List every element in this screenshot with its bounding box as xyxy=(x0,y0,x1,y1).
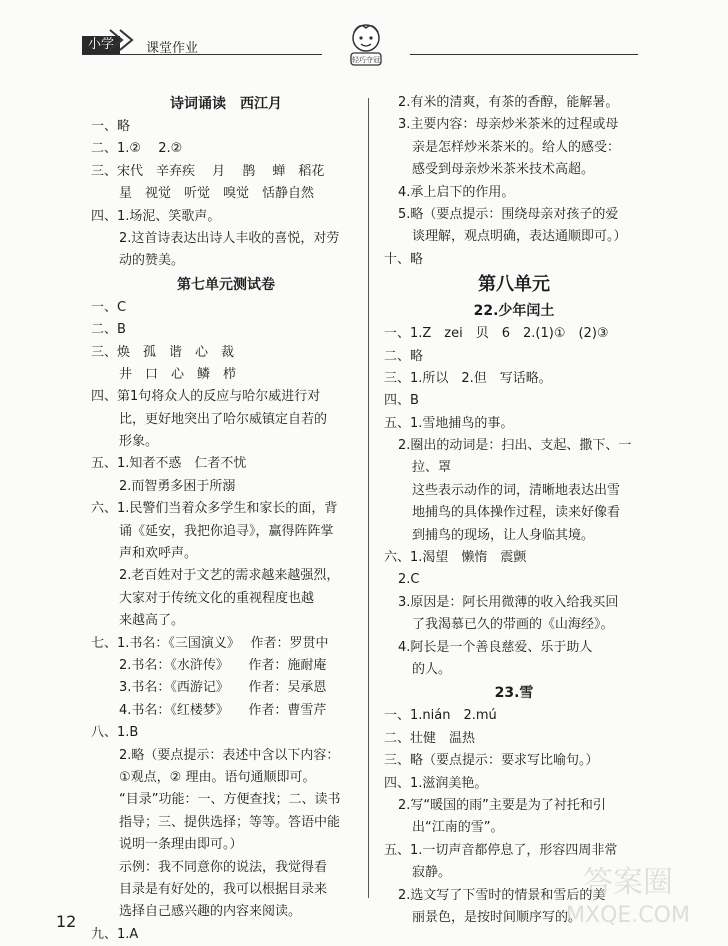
answer-line: 五、1.知者不惑 仁者不忧 xyxy=(91,456,247,472)
answer-line: 2.老百姓对于文艺的需求越来越强烈， xyxy=(119,568,340,584)
answer-line: 一、略 xyxy=(91,119,131,134)
answer-line: 出“江南的雪”。 xyxy=(412,820,504,836)
answer-line: 指导；三、提供选择；等等。答语中能 xyxy=(119,814,341,830)
answer-line: 丽景色，是按时间顺序写的。 xyxy=(412,909,582,925)
answer-line: 选择自己感兴趣的内容来阅读。 xyxy=(119,904,302,920)
answer-line: 七、1.书名：《三国演义》 作者：罗贯中 xyxy=(91,635,329,651)
mascot-icon xyxy=(342,20,390,68)
answer-line: 二、壮健 温热 xyxy=(384,730,476,746)
answer-line: 形象。 xyxy=(119,434,159,450)
answer-line: 4.书名：《红楼梦》 作者：曹雪芹 xyxy=(119,702,327,718)
mascot-badge: 轻巧夺冠 xyxy=(352,56,380,64)
answer-line: 2.圈出的动词是：扫出、支起、撒下、一 xyxy=(398,438,632,454)
answer-line: 井 口 心 鳞 栉 xyxy=(119,366,237,382)
answer-line: 地捕鸟的具体操作过程，读来好像看 xyxy=(412,505,621,521)
left-column xyxy=(91,92,361,946)
answer-line: 二、1.② 2.② xyxy=(91,141,183,157)
answer-line: 诵《延安，我把你追寻》，赢得阵阵掌 xyxy=(119,523,334,539)
right-column xyxy=(384,92,644,929)
series-title: 课堂作业 xyxy=(146,41,199,56)
answer-line: 2.略（要点提示：表述中含以下内容： xyxy=(119,747,340,763)
answer-line: 亲是怎样炒米茶米的。给人的感受： xyxy=(412,139,621,155)
answer-line: 的人。 xyxy=(412,661,452,677)
watermark-top: 答案圈 xyxy=(583,865,673,900)
section-heading: 诗词诵读 西江月 xyxy=(170,96,282,112)
header-rule-left xyxy=(82,54,322,55)
answer-line: 一、1.nián 2.mú xyxy=(384,708,497,724)
answer-line: 四、B xyxy=(384,393,419,409)
watermark-logo xyxy=(538,862,718,928)
answer-line: 5.略（要点提示：围绕母亲对孩子的爱 xyxy=(398,206,619,222)
answer-line: 一、C xyxy=(91,299,127,315)
answer-line: 六、1.民警们当着众多学生和家长的面，背 xyxy=(91,501,338,517)
answer-line: 星 视觉 听觉 嗅觉 恬静自然 xyxy=(119,186,315,202)
answer-line: 2.而智勇多困于所溺 xyxy=(119,478,236,494)
answer-line: 一、1.Z zei 贝 6 2.(1)① (2)③ xyxy=(384,326,609,342)
answer-line: 五、1.雪地捕鸟的事。 xyxy=(384,415,514,431)
answer-line: 4.阿长是一个善良慈爱、乐于助人 xyxy=(398,639,593,655)
answer-line: 九、1.A xyxy=(91,926,139,942)
answer-line: 六、1.渴望 懒惰 震颤 xyxy=(384,550,527,566)
answer-line: 目录是有好处的，我可以根据目录来 xyxy=(119,881,328,897)
column-divider xyxy=(368,98,369,898)
answer-line: 2.这首诗表达出诗人丰收的喜悦，对劳 xyxy=(119,230,340,246)
answer-line: 3.原因是：阿长用微薄的收入给我买回 xyxy=(398,594,619,610)
answer-line: 3.主要内容：母亲炒米茶米的过程或母 xyxy=(398,117,619,133)
answer-line: 十、略 xyxy=(384,251,424,267)
double-chevron-icon xyxy=(108,28,142,52)
answer-line: 说明一条理由即可。） xyxy=(119,837,243,853)
answer-line: 二、略 xyxy=(384,348,424,364)
answer-line: 了我渴慕已久的带画的《山海经》。 xyxy=(412,617,614,633)
watermark-bottom: MXQE.COM xyxy=(566,903,690,928)
answer-line: 2.选文写了下雪时的情景和雪后的美 xyxy=(398,887,606,903)
answer-line: 2.C xyxy=(398,572,420,588)
page-header xyxy=(0,0,728,72)
answer-line: 四、1.场泥、笑歌声。 xyxy=(91,208,221,224)
answer-line: 3.书名：《西游记》 作者：吴承恩 xyxy=(119,680,327,696)
answer-line: 二、B xyxy=(91,322,126,338)
answer-line: 谈理解，观点明确，表达通顺即可。） xyxy=(412,229,627,245)
answer-line: 示例：我不同意你的说法，我觉得看 xyxy=(119,859,328,875)
answer-line: 2.书名：《水浒传》 作者：施耐庵 xyxy=(119,657,327,673)
answer-line: 这些表示动作的词，清晰地表达出雪 xyxy=(412,482,621,498)
answer-line: 感受到母亲炒米茶米技术高超。 xyxy=(412,162,595,178)
answer-line: 声和欢呼声。 xyxy=(119,546,198,562)
answer-line: 2.有米的清爽，有茶的香醇，能解暑。 xyxy=(398,95,619,110)
answer-line: 比，更好地突出了哈尔威镇定自若的 xyxy=(119,411,328,427)
answer-line: 四、1.滋润美艳。 xyxy=(384,775,488,791)
answer-line: 三、宋代 辛弃疾 月 鹊 蝉 稻花 xyxy=(91,163,325,179)
answer-line: 五、1.一切声音都停息了，形容四周非常 xyxy=(384,842,618,858)
answer-line: ①观点，② 理由。语句通顺即可。 xyxy=(119,769,316,785)
section-heading: 第八单元 xyxy=(478,274,550,296)
answer-line: 八、1.B xyxy=(91,725,139,741)
section-heading: 23.雪 xyxy=(494,685,534,702)
section-heading: 22.少年闰土 xyxy=(473,303,555,320)
answer-line: 大家对于传统文化的重视程度也越 xyxy=(119,590,315,606)
answer-line: “目录”功能：一、方便查找；二、读书 xyxy=(119,792,341,808)
header-rule-right xyxy=(410,54,638,55)
level-tag: 小学 xyxy=(82,36,120,54)
answer-line: 四、第1句将众人的反应与哈尔威进行对 xyxy=(91,389,321,405)
answer-line: 2.写“暖国的雨”主要是为了衬托和引 xyxy=(398,797,606,813)
answer-line: 来越高了。 xyxy=(119,613,185,629)
answer-line: 寂静。 xyxy=(412,865,452,881)
answer-line: 三、略（要点提示：要求写比喻句。） xyxy=(384,753,599,769)
answer-line: 三、焕 孤 谐 心 裁 xyxy=(91,344,235,360)
page-number: 12 xyxy=(56,912,77,931)
answer-line: 4.承上启下的作用。 xyxy=(398,184,515,200)
answer-line: 三、1.所以 2.但 写话略。 xyxy=(384,370,552,386)
answer-line: 到捕鸟的现场，让人身临其境。 xyxy=(412,527,595,543)
section-heading: 第七单元测试卷 xyxy=(177,276,275,293)
answer-line: 动的赞美。 xyxy=(119,253,185,269)
answer-line: 拉、罩 xyxy=(412,460,452,476)
